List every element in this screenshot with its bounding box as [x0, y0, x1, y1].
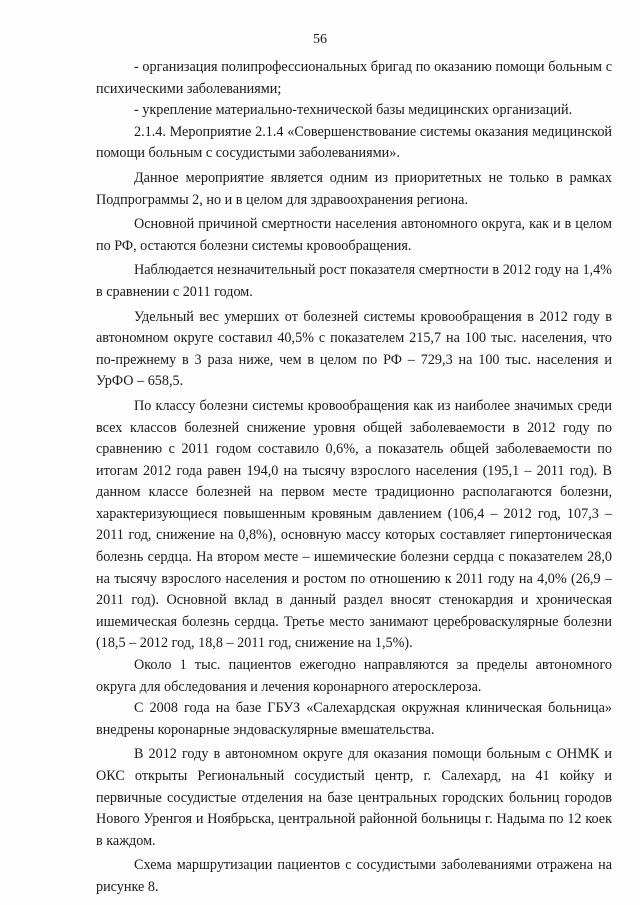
paragraph-mortality-cause: Основной причиной смертности населения автономного округа, как и в целом по РФ, остаются болезни системы кровообращения.	[96, 216, 612, 254]
paragraph-death-share: Удельный вес умерших от болезней системы кровообращения в 2012 году в автономном округе составил 40,5% с показателем 215,7 на 100 тыс. населения, что по-прежнему в 3 раза ниже, чем в целом по РФ – 729,3 на 100 тыс. населения и УрФО – 658,5.	[96, 308, 612, 390]
paragraph-bullet-brigades: - организация полипрофессиональных бригад по оказанию помощи больным с психическими заболеваниями;	[96, 59, 612, 97]
document-body	[96, 57, 612, 899]
paragraph-bullet-material-base: - укрепление материально-технической базы медицинских организаций.	[134, 102, 573, 119]
paragraph-mortality-growth: Наблюдается незначительный рост показателя смертности в 2012 году на 1,4% в сравнении с 2011 годом.	[96, 262, 612, 300]
paragraph-endovascular: С 2008 года на базе ГБУЗ «Салехардская окружная клиническая больница» внедрены коронарные эндоваскулярные вмешательства.	[96, 700, 612, 738]
paragraph-section-heading: 2.1.4. Мероприятие 2.1.4 «Совершенствование системы оказания медицинской помощи больным с сосудистыми заболеваниями».	[96, 123, 612, 162]
page-number: 56	[313, 32, 327, 47]
paragraph-priority: Данное мероприятие является одним из приоритетных не только в рамках Подпрограммы 2, но и в целом для здравоохранения региона.	[96, 169, 612, 208]
paragraph-vascular-centers: В 2012 году в автономном округе для оказания помощи больным с ОНМК и ОКС открыты Региональный сосудистый центр, г. Салехард, на 41 койку и первичные сосудистые отделения на базе центральных городских больниц городов Нового Уренгоя и Ноябрьска, центральной районной больницы г. Надыма по 12 коек в каждом.	[96, 746, 612, 849]
paragraph-routing-scheme: Схема маршрутизации пациентов с сосудистыми заболеваниями отражена на рисунке 8.	[96, 857, 612, 895]
paragraph-morbidity: По классу болезни системы кровообращения как из наиболее значимых среди всех классов болезней снижение уровня общей заболеваемости в 2012 году по сравнению с 2011 годом составило 0,6%, а показатель общей заболеваемости по итогам 2012 года равен 194,0 на тысячу взрослого населения (195,1 – 2011 год). В данном классе болезней на первом месте традиционно располагаются болезни, характеризующиеся повышенным кровяным давлением (106,4 – 2012 год, 107,3 – 2011 год, снижение на 0,8%), основную массу которых составляет гипертоническая болезнь сердца. На втором месте – ишемические болезни сердца с показателем 28,0 на тысячу взрослого населения и ростом по отношению к 2011 году на 4,0% (26,9 – 2011 год). Основной вклад в данный раздел вносят стенокардия и хроническая ишемическая болезнь сердца. Третье место занимают цереброваскулярные болезни (18,5 – 2012 год, 18,8 – 2011 год, снижение на 1,5%).	[96, 397, 612, 652]
paragraph-patients-referred: Около 1 тыс. пациентов ежегодно направляются за пределы автономного округа для обследования и лечения коронарного атеросклероза.	[96, 657, 612, 695]
